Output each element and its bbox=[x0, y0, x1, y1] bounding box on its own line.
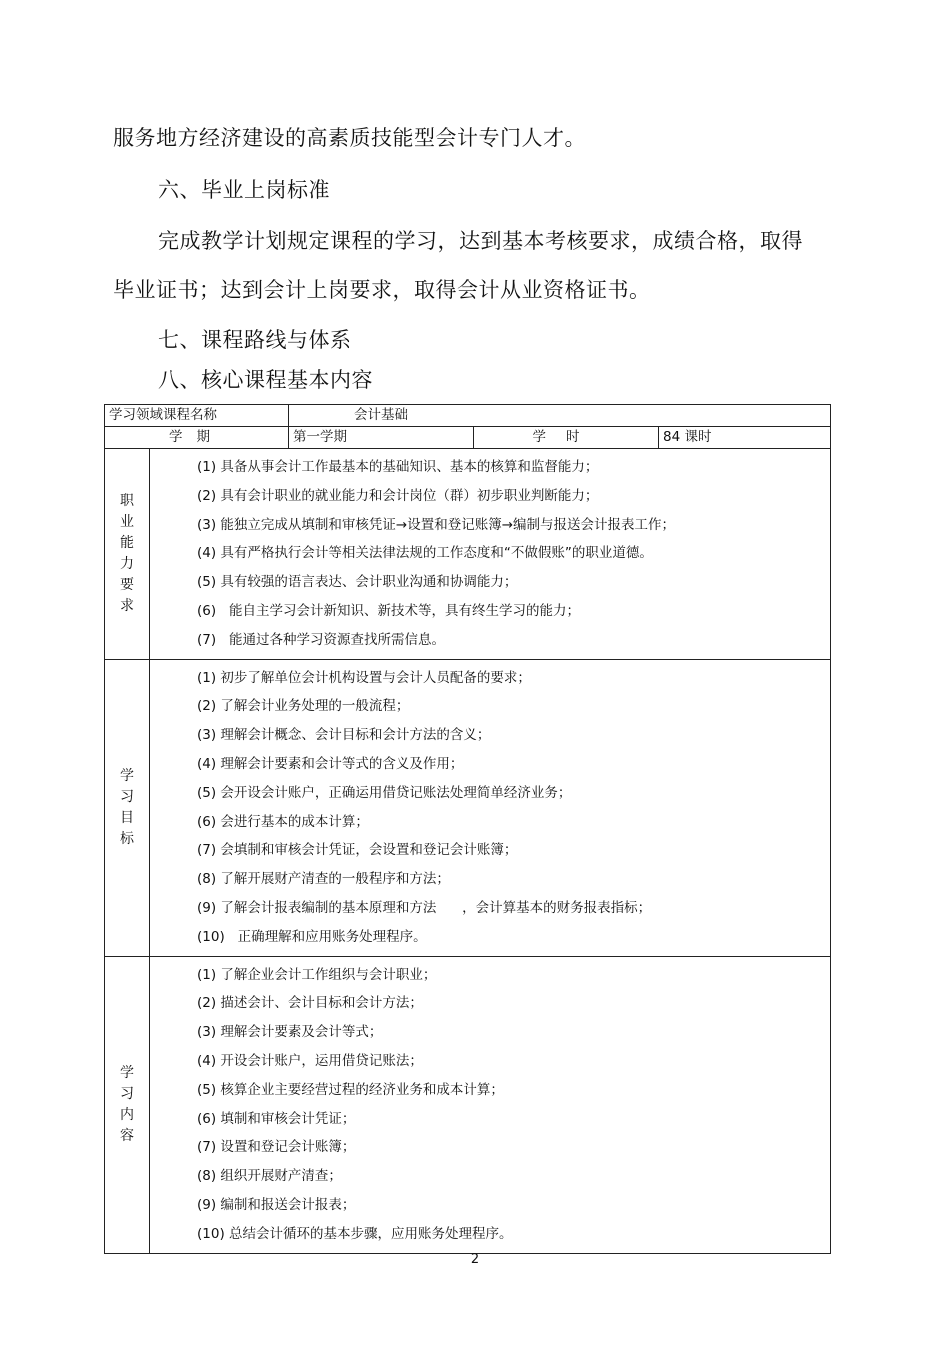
section-heading-core-course: 八、核心课程基本内容 bbox=[158, 368, 373, 392]
list-item: (2) 了解会计业务处理的一般流程； bbox=[197, 698, 410, 715]
list-item: (4) 具有严格执行会计等相关法律法规的工作态度和“不做假账”的职业道德。 bbox=[197, 545, 653, 562]
goals-list bbox=[197, 664, 830, 952]
term-label-cell bbox=[105, 427, 289, 449]
section-items-cell bbox=[150, 449, 831, 660]
section-title-content: 学习内容 bbox=[120, 1064, 134, 1144]
course-content-table bbox=[104, 404, 831, 1254]
list-item: (7) 设置和登记会计账簿； bbox=[197, 1139, 356, 1156]
hours-label: 学时 bbox=[532, 429, 600, 445]
list-item: (5) 具有较强的语言表达、会计职业沟通和协调能力； bbox=[197, 574, 518, 591]
section-items-cell bbox=[150, 659, 831, 956]
list-item: (3) 能独立完成从填制和审核凭证→设置和登记账簿→编制与报送会计报表工作； bbox=[197, 516, 676, 533]
list-item: (4) 开设会计账户，运用借贷记账法； bbox=[197, 1052, 423, 1069]
term-label: 学期 bbox=[169, 429, 224, 445]
section-title-cell bbox=[105, 449, 150, 660]
list-item: (2) 具有会计职业的就业能力和会计岗位（群）初步职业判断能力； bbox=[197, 487, 599, 504]
list-item: (6) 会进行基本的成本计算； bbox=[197, 813, 369, 830]
term-hours-row bbox=[105, 427, 831, 449]
ability-list bbox=[197, 453, 830, 655]
hours-value: 84 课时 bbox=[659, 427, 831, 449]
list-item: (5) 会开设会计账户，正确运用借贷记账法处理简单经济业务； bbox=[197, 784, 572, 801]
list-item: (10) 总结会计循环的基本步骤，应用账务处理程序。 bbox=[197, 1225, 513, 1242]
list-item: (6) 能自主学习会计新知识、新技术等，具有终生学习的能力； bbox=[197, 602, 580, 619]
section-title-goals: 学习目标 bbox=[120, 767, 134, 847]
section-row-goals bbox=[105, 659, 831, 956]
list-item: (6) 填制和审核会计凭证； bbox=[197, 1110, 356, 1127]
list-item: (1) 了解企业会计工作组织与会计职业； bbox=[197, 966, 437, 983]
list-item: (5) 核算企业主要经营过程的经济业务和成本计算； bbox=[197, 1081, 504, 1098]
list-item: (7) 会填制和审核会计凭证，会设置和登记会计账簿； bbox=[197, 842, 518, 859]
list-item: (2) 描述会计、会计目标和会计方法； bbox=[197, 995, 423, 1012]
section-heading-course-route: 七、课程路线与体系 bbox=[158, 328, 352, 352]
section-title-cell bbox=[105, 956, 150, 1253]
section-heading-graduation-standard: 六、毕业上岗标准 bbox=[158, 178, 330, 202]
list-item: (8) 组织开展财产清查； bbox=[197, 1168, 342, 1185]
section-row-ability bbox=[105, 449, 831, 660]
section-row-content bbox=[105, 956, 831, 1253]
course-name-row bbox=[105, 405, 831, 427]
list-item: (7) 能通过各种学习资源查找所需信息。 bbox=[197, 631, 445, 648]
list-item: (1) 具备从事会计工作最基本的基础知识、基本的核算和监督能力； bbox=[197, 459, 599, 475]
list-item: (3) 理解会计概念、会计目标和会计方法的含义； bbox=[197, 727, 491, 744]
section-title-cell bbox=[105, 659, 150, 956]
list-item: (10) 正确理解和应用账务处理程序。 bbox=[197, 928, 427, 945]
list-item: (4) 理解会计要素和会计等式的含义及作用； bbox=[197, 755, 464, 772]
section-title-ability: 职业能力要求 bbox=[120, 492, 134, 614]
intro-paragraph-line: 服务地方经济建设的高素质技能型会计专门人才。 bbox=[113, 126, 586, 150]
content-list bbox=[197, 961, 830, 1249]
list-item: (8) 了解开展财产清查的一般程序和方法； bbox=[197, 871, 450, 888]
list-item: (1) 初步了解单位会计机构设置与会计人员配备的要求； bbox=[197, 669, 531, 686]
graduation-standard-line-1: 完成教学计划规定课程的学习，达到基本考核要求，成绩合格，取得 bbox=[158, 229, 803, 253]
course-name-label: 学习领域课程名称 bbox=[105, 405, 289, 427]
course-name-value: 会计基础 bbox=[289, 405, 831, 427]
list-item: (3) 理解会计要素及会计等式； bbox=[197, 1024, 383, 1041]
section-items-cell bbox=[150, 956, 831, 1253]
page-number: 2 bbox=[470, 1252, 480, 1267]
graduation-standard-line-2: 毕业证书；达到会计上岗要求，取得会计从业资格证书。 bbox=[113, 278, 651, 302]
term-value: 第一学期 bbox=[289, 427, 474, 449]
hours-label-cell bbox=[474, 427, 659, 449]
list-item: (9) 编制和报送会计报表； bbox=[197, 1196, 356, 1213]
list-item: (9) 了解会计报表编制的基本原理和方法 ，会计算基本的财务报表指标； bbox=[197, 899, 652, 916]
